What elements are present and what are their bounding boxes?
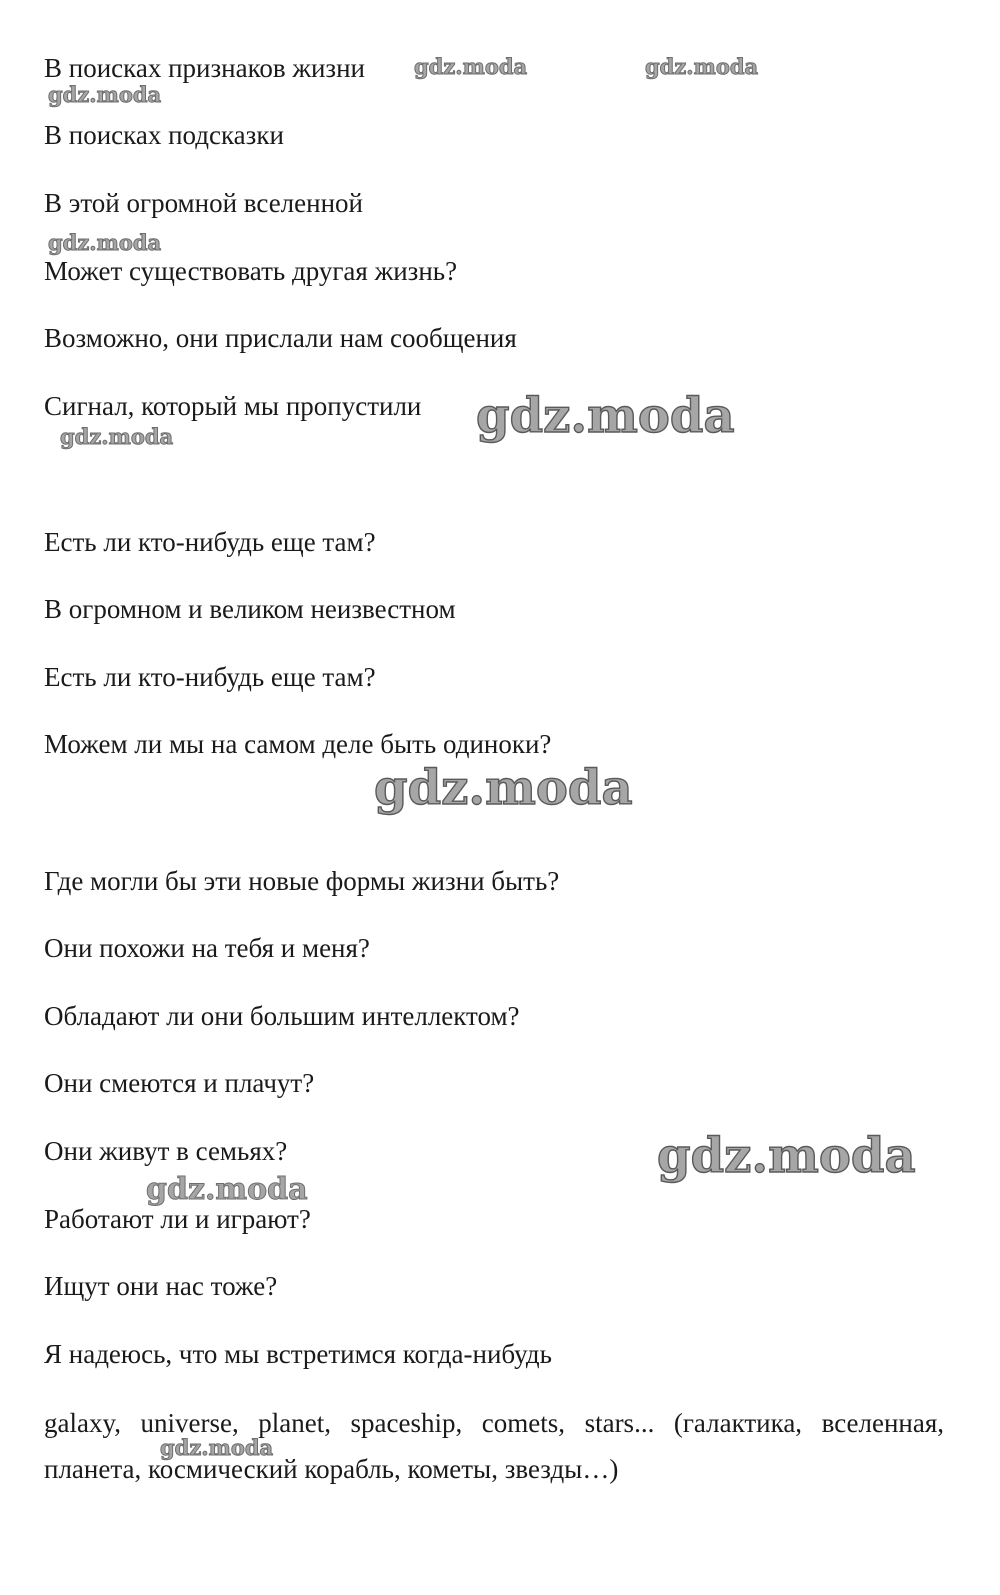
text-line-3: В этой огромной вселенной [44,188,363,218]
text-line-7: Есть ли кто-нибудь еще там? [44,527,376,557]
watermark: gdz.moda [374,760,633,816]
text-line-9: Есть ли кто-нибудь еще там? [44,662,376,692]
text-line-6: Сигнал, который мы пропустили [44,391,422,421]
watermark: gdz.moda [146,1172,308,1207]
watermark: gdz.moda [48,82,162,107]
text-line-4: Может существовать другая жизнь? [44,256,458,286]
text-line-16: Работают ли и играют? [44,1204,311,1234]
watermark: gdz.moda [414,54,528,79]
watermark: gdz.moda [160,1435,274,1460]
final-paragraph: galaxy, universe, planet, spaceship, comets, stars... (галактика, вселенная, планета, космический корабль, кометы, звезды…) [44,1408,944,1484]
watermark: gdz.moda [48,230,162,255]
text-line-1: В поисках признаков жизни [44,53,365,83]
text-line-14: Они смеются и плачут? [44,1068,315,1098]
text-line-13: Обладают ли они большим интеллектом? [44,1001,520,1031]
watermark: gdz.moda [60,424,174,449]
text-line-12: Они похожи на тебя и меня? [44,933,370,963]
text-line-18: Я надеюсь, что мы встретимся когда-нибудь [44,1339,552,1369]
text-line-8: В огромном и великом неизвестном [44,594,456,624]
watermark: gdz.moda [645,54,759,79]
text-line-10: Можем ли мы на самом деле быть одиноки? [44,729,552,759]
watermark: gdz.moda [476,388,735,444]
watermark: gdz.moda [657,1128,916,1184]
text-line-11: Где могли бы эти новые формы жизни быть? [44,866,560,896]
text-line-5: Возможно, они прислали нам сообщения [44,323,517,353]
text-line-2: В поисках подсказки [44,120,284,150]
text-line-15: Они живут в семьях? [44,1136,288,1166]
text-line-17: Ищут они нас тоже? [44,1271,278,1301]
